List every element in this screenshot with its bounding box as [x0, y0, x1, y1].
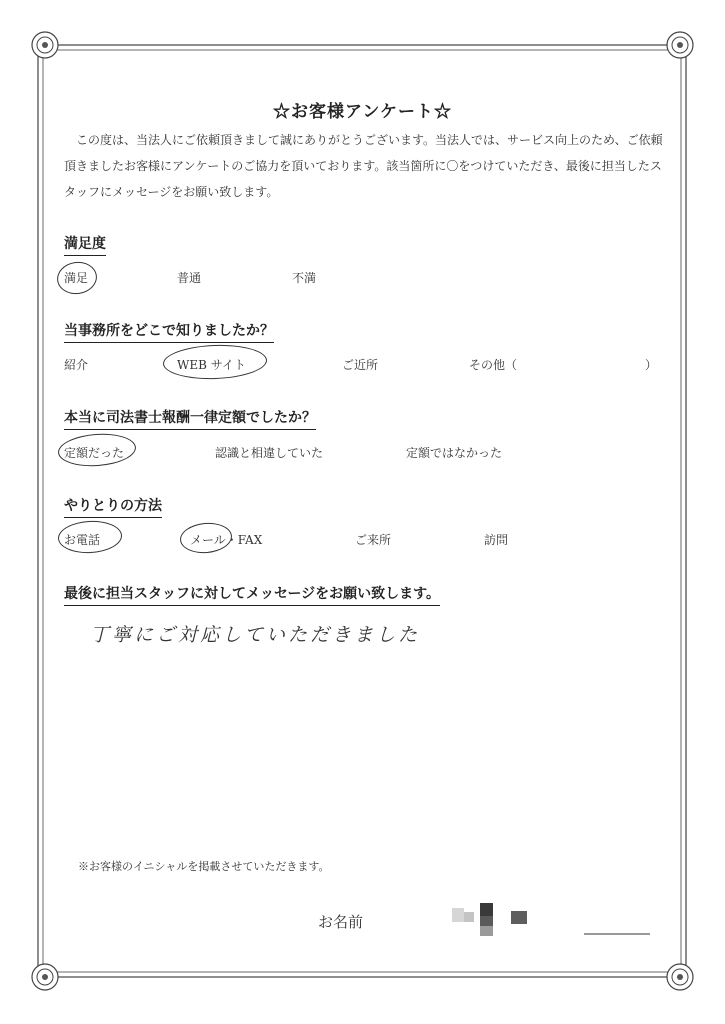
section-heading-source: 当事務所をどこで知りましたか？ — [64, 320, 274, 343]
option-satisfied[interactable]: 満足 — [64, 271, 89, 285]
section-heading-contact: やりとりの方法 — [64, 495, 162, 518]
option-neighborhood[interactable]: ご近所 — [342, 358, 379, 372]
option-phone[interactable]: お電話 — [64, 533, 101, 547]
corner-ornament-icon — [32, 964, 58, 990]
option-not-fixed[interactable]: 定額ではなかった — [406, 446, 503, 460]
option-other-close: ） — [645, 358, 658, 372]
page-title: ☆お客様アンケート☆ — [273, 102, 452, 122]
option-referral[interactable]: 紹介 — [64, 358, 89, 372]
option-normal[interactable]: 普通 — [177, 271, 202, 285]
intro-paragraph: この度は、当法人にご依頼頂きまして誠にありがとうございます。当法人では、サービス向上のため、ご依頼頂きましたお客様にアンケートのご協力を頂いております。該当箇所に〇をつけていただき、最後に担当したスタッフにメッセージをお願い致します。 — [64, 133, 663, 199]
option-unsatisfied[interactable]: 不満 — [292, 271, 317, 285]
option-fixed-fee[interactable]: 定額だった — [64, 446, 125, 460]
section-heading-satisfaction: 満足度 — [64, 233, 106, 256]
section-heading-fee: 本当に司法書士報酬一律定額でしたか？ — [64, 407, 316, 430]
option-mail-fax[interactable]: メール・FAX — [190, 533, 263, 547]
option-other[interactable]: その他（ — [469, 358, 518, 372]
option-different[interactable]: 認識と相違していた — [215, 446, 324, 460]
initials-note: ※お客様のイニシャルを掲載させていただきます。 — [78, 860, 330, 873]
corner-ornament-icon — [32, 32, 58, 58]
option-visit-office[interactable]: ご来所 — [355, 533, 392, 547]
option-home-visit[interactable]: 訪問 — [484, 533, 509, 547]
handwritten-message: 丁寧にご対応していただきました — [90, 624, 421, 646]
section-heading-message: 最後に担当スタッフに対してメッセージをお願い致します。 — [64, 583, 440, 606]
corner-ornament-icon — [667, 32, 693, 58]
corner-ornament-icon — [667, 964, 693, 990]
option-website[interactable]: WEB サイト — [177, 358, 246, 372]
name-label: お名前 — [318, 913, 364, 931]
intro-text — [64, 127, 664, 205]
